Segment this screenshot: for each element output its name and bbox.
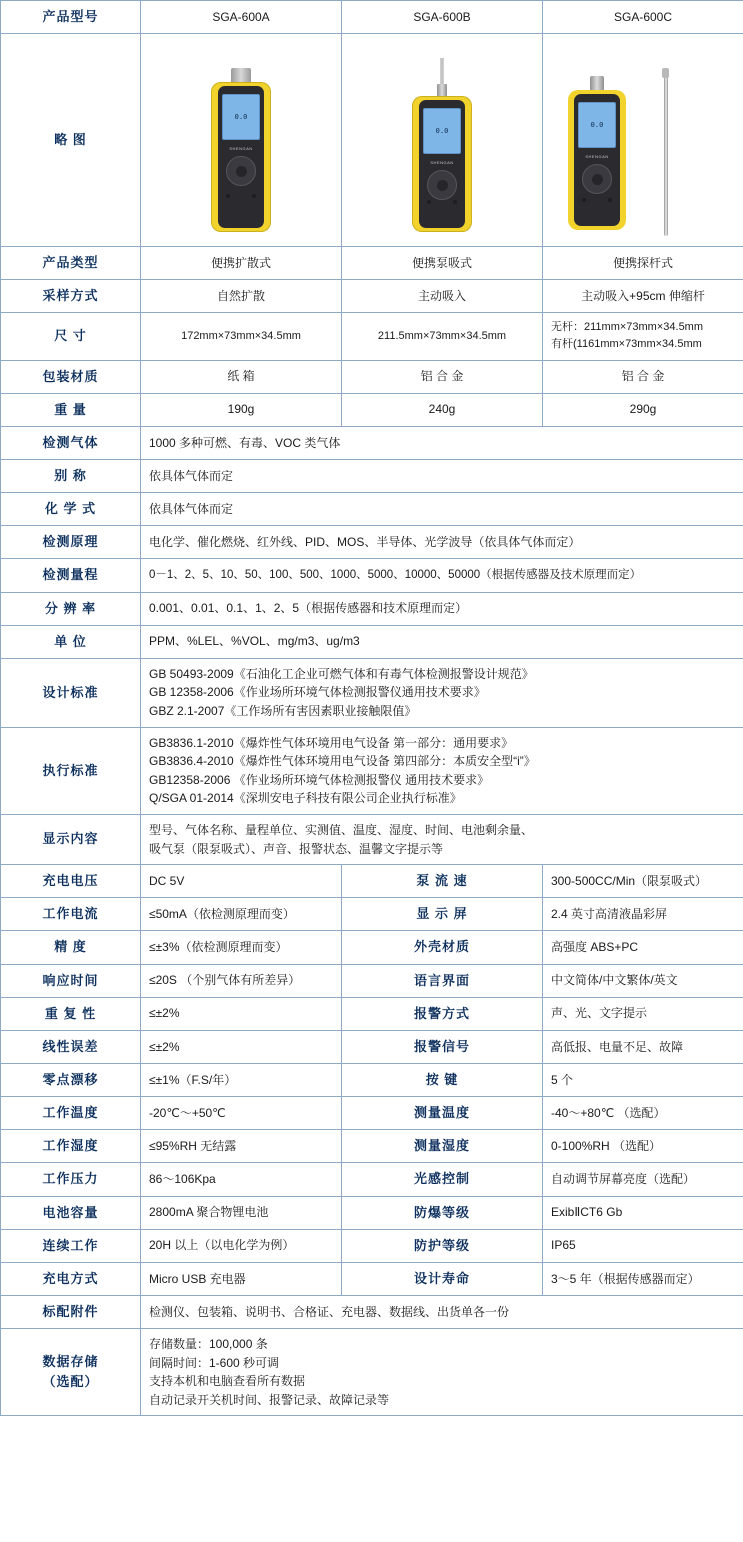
language-value: 中文简体/中文繁体/英文	[543, 964, 743, 997]
row-label-pump-flow: 泵 流 速	[342, 865, 543, 898]
table-row-working-current	[1, 898, 743, 931]
exec-standard-line-2: GB3836.4-2010《爆炸性气体环境用电气设备 第四部分：本质安全型“i”》	[149, 754, 536, 769]
model-a: SGA-600A	[141, 1, 342, 34]
row-label-dimensions: 尺 寸	[1, 313, 141, 360]
table-row-model	[1, 1, 743, 34]
row-label-resolution: 分 辨 率	[1, 592, 141, 625]
light-control-value: 自动调节屏幕亮度（选配）	[543, 1163, 743, 1196]
row-label-alias: 别 称	[1, 459, 141, 492]
table-row-design-standard	[1, 658, 743, 727]
row-label-measure-humidity: 测量湿度	[342, 1130, 543, 1163]
row-label-detect-gas: 检测气体	[1, 426, 141, 459]
formula-value: 依具体气体而定	[141, 493, 743, 526]
table-row-weight	[1, 393, 743, 426]
row-label-unit: 单 位	[1, 625, 141, 658]
sampling-b: 主动吸入	[342, 280, 543, 313]
device-led-icon	[608, 198, 612, 202]
data-storage-line-1: 存储数量：100,000 条	[149, 1337, 268, 1352]
device-keypad-icon	[582, 164, 612, 194]
table-row-formula	[1, 493, 743, 526]
table-row-unit	[1, 625, 743, 658]
exec-standard-value	[141, 727, 743, 814]
device-brand-label: SHENGAN	[229, 146, 253, 152]
product-type-b: 便携泵吸式	[342, 247, 543, 280]
device-keypad-icon	[226, 156, 256, 186]
row-label-display-content: 显示内容	[1, 814, 141, 864]
model-b: SGA-600B	[342, 1, 543, 34]
table-row-data-storage	[1, 1329, 743, 1416]
design-standard-line-1: GB 50493-2009《石油化工企业可燃气体和有毒气体检测报警设计规范》	[149, 666, 534, 681]
row-label-product-type: 产品类型	[1, 247, 141, 280]
row-label-shell-material: 外壳材质	[342, 931, 543, 964]
alias-value: 依具体气体而定	[141, 459, 743, 492]
row-label-data-storage-line1: 数据存储	[42, 1354, 99, 1370]
device-led-icon	[582, 198, 586, 202]
row-label-linearity: 线性误差	[1, 1030, 141, 1063]
row-label-sampling: 采样方式	[1, 280, 141, 313]
row-label-alarm-signal: 报警信号	[342, 1030, 543, 1063]
battery-capacity-value: 2800mA 聚合物锂电池	[141, 1196, 342, 1229]
device-screen	[222, 94, 260, 140]
design-life-value: 3～5 年（根据传感器而定）	[543, 1262, 743, 1295]
buttons-value: 5 个	[543, 1063, 743, 1096]
row-label-exec-standard: 执行标准	[1, 727, 141, 814]
telescopic-probe-icon	[664, 76, 668, 236]
table-row-continuous-work	[1, 1229, 743, 1262]
response-time-value: ≤20S （个别气体有所差异）	[141, 964, 342, 997]
dimensions-c-line2: 有杆(1161mm×73mm×34.5mm	[551, 338, 702, 351]
row-label-range: 检测量程	[1, 559, 141, 592]
table-row-accessories	[1, 1295, 743, 1328]
exec-standard-line-3: GB12358-2006 《作业场所环境气体检测报警仪 通用技术要求》	[149, 772, 490, 787]
design-standard-value	[141, 658, 743, 727]
measure-humidity-value: 0-100%RH （选配）	[543, 1130, 743, 1163]
row-label-data-storage-line2: （选配）	[42, 1374, 99, 1390]
repeatability-value: ≤±2%	[141, 997, 342, 1030]
table-row-alias	[1, 459, 743, 492]
table-row-display-content	[1, 814, 743, 864]
range-value: 0－1、2、5、10、50、100、500、1000、5000、10000、50000（根据传感器及技术原理而定）	[141, 559, 743, 592]
exec-standard-line-1: GB3836.1-2010《爆炸性气体环境用电气设备 第一部分：通用要求》	[149, 735, 514, 750]
detect-gas-value: 1000 多种可燃、有毒、VOC 类气体	[141, 426, 743, 459]
screen-reading: 0.0	[590, 121, 604, 130]
device-body-icon	[412, 96, 472, 232]
table-row-detect-gas	[1, 426, 743, 459]
shell-material-value: 高强度 ABS+PC	[543, 931, 743, 964]
device-led-icon	[453, 200, 457, 204]
dimensions-c-line1: 无杆：211mm×73mm×34.5mm	[551, 321, 704, 334]
device-led-icon	[427, 200, 431, 204]
display-screen-value: 2.4 英寸高清液晶彩屏	[543, 898, 743, 931]
table-row-exec-standard	[1, 727, 743, 814]
data-storage-value	[141, 1329, 743, 1416]
row-label-working-temp: 工作温度	[1, 1097, 141, 1130]
row-label-working-humidity: 工作湿度	[1, 1130, 141, 1163]
weight-b: 240g	[342, 393, 543, 426]
principle-value: 电化学、催化燃烧、红外线、PID、MOS、半导体、光学波导（依具体气体而定）	[141, 526, 743, 559]
row-label-buttons: 按 键	[342, 1063, 543, 1096]
row-label-working-current: 工作电流	[1, 898, 141, 931]
packaging-a: 纸 箱	[141, 360, 342, 393]
table-row-accuracy	[1, 931, 743, 964]
row-label-ex-rating: 防爆等级	[342, 1196, 543, 1229]
table-row-response-time	[1, 964, 743, 997]
table-row-charge-mode	[1, 1262, 743, 1295]
row-label-language: 语言界面	[342, 964, 543, 997]
working-pressure-value: 86～106Kpa	[141, 1163, 342, 1196]
measure-temp-value: -40～+80℃ （选配）	[543, 1097, 743, 1130]
row-label-data-storage	[1, 1329, 141, 1416]
device-led-icon	[252, 194, 256, 198]
working-current-value: ≤50mA（依检测原理而变）	[141, 898, 342, 931]
accessories-value: 检测仪、包装箱、说明书、合格证、充电器、数据线、出货单各一份	[141, 1295, 743, 1328]
device-image-b	[342, 34, 543, 247]
table-row-diagram	[1, 34, 743, 247]
device-image-a	[141, 34, 342, 247]
exec-standard-line-4: Q/SGA 01-2014《深圳安电子科技有限公司企业执行标准》	[149, 791, 462, 806]
row-label-continuous-work: 连续工作	[1, 1229, 141, 1262]
device-led-icon	[226, 194, 230, 198]
resolution-value: 0.001、0.01、0.1、1、2、5（根据传感器和技术原理而定）	[141, 592, 743, 625]
row-label-alarm-mode: 报警方式	[342, 997, 543, 1030]
table-row-working-temp	[1, 1097, 743, 1130]
weight-c: 290g	[543, 393, 743, 426]
row-label-model: 产品型号	[1, 1, 141, 34]
row-label-zero-drift: 零点漂移	[1, 1063, 141, 1096]
screen-reading: 0.0	[234, 113, 248, 122]
data-storage-line-3: 支持本机和电脑查看所有数据	[149, 1374, 306, 1389]
table-row-charge-voltage	[1, 865, 743, 898]
sampling-c: 主动吸入+95cm 伸缩杆	[543, 280, 743, 313]
data-storage-line-2: 间隔时间：1-600 秒可调	[149, 1355, 280, 1370]
probe-tip-icon	[662, 68, 669, 78]
table-row-range	[1, 559, 743, 592]
row-label-working-pressure: 工作压力	[1, 1163, 141, 1196]
dimensions-b: 211.5mm×73mm×34.5mm	[342, 313, 543, 360]
table-row-working-humidity	[1, 1130, 743, 1163]
row-label-diagram: 略 图	[1, 34, 141, 247]
dimensions-a: 172mm×73mm×34.5mm	[141, 313, 342, 360]
working-temp-value: -20℃～+50℃	[141, 1097, 342, 1130]
row-label-light-control: 光感控制	[342, 1163, 543, 1196]
table-row-battery-capacity	[1, 1196, 743, 1229]
working-humidity-value: ≤95%RH 无结露	[141, 1130, 342, 1163]
unit-value: PPM、%LEL、%VOL、mg/m3、ug/m3	[141, 625, 743, 658]
table-row-product-type	[1, 247, 743, 280]
row-label-design-standard: 设计标准	[1, 658, 141, 727]
design-standard-line-2: GB 12358-2006《作业场所环境气体检测报警仪通用技术要求》	[149, 685, 486, 700]
display-content-value	[141, 814, 743, 864]
row-label-charge-mode: 充电方式	[1, 1262, 141, 1295]
design-standard-line-3: GBZ 2.1-2007《工作场所有害因素职业接触限值》	[149, 703, 417, 718]
table-row-working-pressure	[1, 1163, 743, 1196]
device-image-c	[543, 34, 743, 247]
display-content-line-1: 型号、气体名称、量程单位、实测值、温度、湿度、时间、电池剩余量、	[149, 822, 534, 837]
device-screen	[578, 102, 616, 148]
table-row-linearity	[1, 1030, 743, 1063]
linearity-value: ≤±2%	[141, 1030, 342, 1063]
table-row-dimensions	[1, 313, 743, 360]
device-keypad-icon	[427, 170, 457, 200]
row-label-repeatability: 重 复 性	[1, 997, 141, 1030]
device-body-icon	[568, 90, 626, 230]
product-type-c: 便携探杆式	[543, 247, 743, 280]
row-label-response-time: 响应时间	[1, 964, 141, 997]
charge-voltage-value: DC 5V	[141, 865, 342, 898]
continuous-work-value: 20H 以上（以电化学为例）	[141, 1229, 342, 1262]
display-content-line-2: 吸气泵（限泵吸式）、声音、报警状态、温馨文字提示等	[149, 841, 444, 856]
table-row-zero-drift	[1, 1063, 743, 1096]
ip-rating-value: IP65	[543, 1229, 743, 1262]
packaging-c: 铝 合 金	[543, 360, 743, 393]
table-row-packaging	[1, 360, 743, 393]
row-label-formula: 化 学 式	[1, 493, 141, 526]
screen-reading: 0.0	[435, 127, 449, 136]
pump-flow-value: 300-500CC/Min（限泵吸式）	[543, 865, 743, 898]
model-c: SGA-600C	[543, 1, 743, 34]
device-brand-label: SHENGAN	[430, 160, 454, 166]
device-screen	[423, 108, 461, 154]
row-label-display-screen: 显 示 屏	[342, 898, 543, 931]
table-row-resolution	[1, 592, 743, 625]
row-label-battery-capacity: 电池容量	[1, 1196, 141, 1229]
row-label-ip-rating: 防护等级	[342, 1229, 543, 1262]
data-storage-line-4: 自动记录开关机时间、报警记录、故障记录等	[149, 1392, 390, 1407]
row-label-packaging: 包装材质	[1, 360, 141, 393]
dimensions-c	[543, 313, 743, 360]
zero-drift-value: ≤±1%（F.S/年）	[141, 1063, 342, 1096]
charge-mode-value: Micro USB 充电器	[141, 1262, 342, 1295]
row-label-design-life: 设计寿命	[342, 1262, 543, 1295]
weight-a: 190g	[141, 393, 342, 426]
alarm-signal-value: 高低报、电量不足、故障	[543, 1030, 743, 1063]
ex-rating-value: ExibⅡCT6 Gb	[543, 1196, 743, 1229]
row-label-charge-voltage: 充电电压	[1, 865, 141, 898]
device-brand-label: SHENGAN	[585, 154, 609, 160]
packaging-b: 铝 合 金	[342, 360, 543, 393]
device-body-icon	[211, 82, 271, 232]
row-label-principle: 检测原理	[1, 526, 141, 559]
accuracy-value: ≤±3%（依检测原理而变）	[141, 931, 342, 964]
row-label-accessories: 标配附件	[1, 1295, 141, 1328]
row-label-measure-temp: 测量温度	[342, 1097, 543, 1130]
table-row-principle	[1, 526, 743, 559]
table-row-repeatability	[1, 997, 743, 1030]
product-type-a: 便携扩散式	[141, 247, 342, 280]
sampling-a: 自然扩散	[141, 280, 342, 313]
row-label-accuracy: 精 度	[1, 931, 141, 964]
row-label-weight: 重 量	[1, 393, 141, 426]
table-row-sampling	[1, 280, 743, 313]
alarm-mode-value: 声、光、文字提示	[543, 997, 743, 1030]
